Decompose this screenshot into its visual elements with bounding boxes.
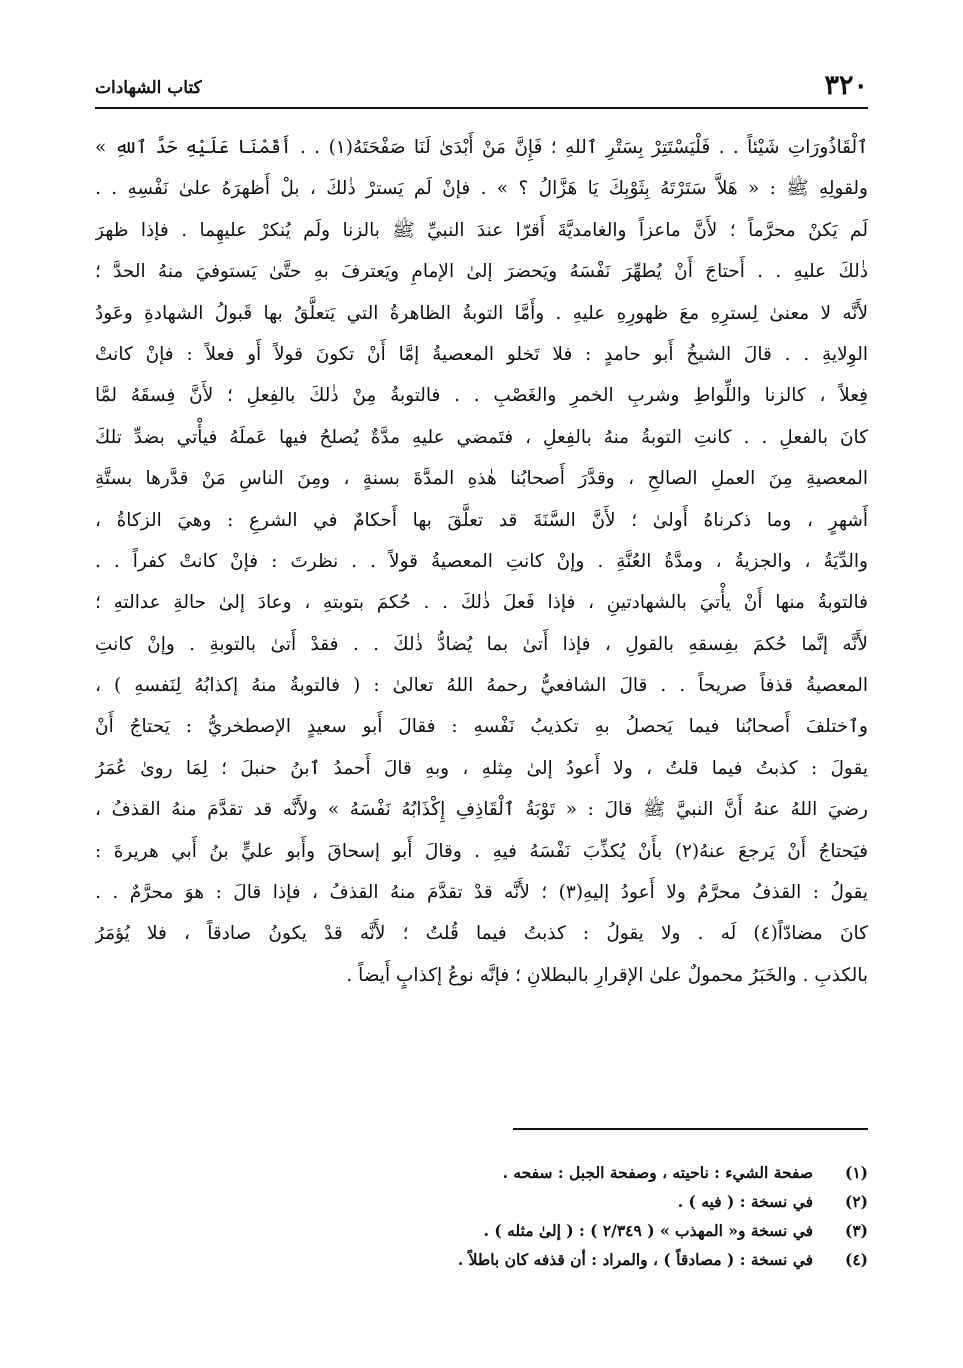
footnote-text: في نسخة و« المهذب » ( ٢/٣٤٩ ) : ( إلىٰ مثله ) . — [483, 1221, 814, 1240]
footnote-number: (٣) — [844, 1221, 868, 1240]
running-title: كتاب الشهادات — [95, 78, 202, 98]
footnote-number: (٤) — [844, 1250, 868, 1269]
text-line: فِعلاً ، كالزنا واللِّواطِ وشربِ الخمرِ والغَصْبِ . . فالتوبةُ مِنْ ذٰلكَ بالفِعلِ ؛ لأَنَّ فِسقَهُ لمَّا — [95, 385, 868, 407]
page-header — [95, 70, 868, 104]
footnote-number: (٢) — [844, 1192, 868, 1211]
body-text — [95, 127, 868, 996]
text-line: أَشهرٍ ، وما ذكرناهُ أَولىٰ ؛ لأَنَّ السَّنَةَ قد تعلَّقَ بها أَحكامٌ في الشرعِ : وهيَ الزكاةُ ، — [95, 509, 868, 531]
text-line: والدِّيَةُ ، والجزيةُ ، ومدَّةُ العُنَّةِ . وإنْ كانتِ المعصيةُ قولاً . . نظرتَ : فإنْ كانتْ كفراً . . — [95, 550, 868, 572]
text-line: وٱختلفَ أَصحابُنا فيما يَحصلُ بهِ تكذيبُ نَفْسهِ : فقالَ أَبو سعيدٍ الإصطخريُّ : يَحتاجُ أَنْ — [95, 716, 868, 738]
text-line: لأَنَّه إنَّما حُكمَ بفِسقهِ بالقولِ ، فإذا أَتىٰ بما يُضادُّ ذٰلكَ . . فقدْ أَتىٰ بالتوبةِ . وإنْ كانتِ — [95, 633, 868, 655]
footnote-number: (١) — [844, 1163, 868, 1182]
text-line: يقولُ : القذفُ محرَّمٌ ولا أَعودُ إليهِ(٣) ؛ لأَنَّه قدْ تقدَّمَ منهُ القذفُ ، فإذا قالَ : هوَ محرَّمٌ . . — [95, 882, 868, 904]
text-line: لَم يَكنْ محرَّماً ؛ لأَنَّ ماعزاً والغامديَّةَ أَقرّا عندَ النبيِّ ﷺ بالزنا ولَم يُنكرْ عليهِما . فإذا ظهرَ — [95, 219, 868, 241]
header-rule — [95, 107, 868, 109]
footnote — [95, 1158, 868, 1187]
text-line: رضيَ اللهُ عنهُ أَنَّ النبيَّ ﷺ قالَ : « تَوْبَةُ ٱلْقَاذِفِ إِكْذَابُهُ نَفْسَهُ » ولأَنَّه قد تقدَّمَ منهُ القذفُ ، — [95, 799, 868, 821]
page-number: ٣٢٠ — [824, 70, 868, 101]
footnote-text: في نسخة : ( فيه ) . — [677, 1192, 814, 1211]
text-line: ذٰلكَ عليهِ . . أَحتاجَ أَنْ يُطهِّرَ نَفْسَهُ ويَحضرَ إلىٰ الإمامِ ويَعترفَ بهِ حتَّىٰ يَستوفيَ منهُ الحدَّ ؛ — [95, 261, 868, 283]
footnote-text: صفحة الشيء : ناحيته ، وصفحة الجبل : سفحه . — [502, 1163, 814, 1182]
footnotes — [95, 1158, 868, 1274]
text-line: كانَ مضادّاً(٤) لَه . ولا يقولُ : كذبتُ فيما قُلتُ ؛ لأَنَّه قدْ يكونُ صادقاً ، فلا يُؤمَرُ — [95, 923, 868, 945]
text-line: المعصيةِ مِنَ العملِ الصالحِ ، وقدَّرَ أَصحابُنا هٰذهِ المدَّةَ بسنةٍ ، ومِنَ الناسِ مَنْ قدَّرها بستَّةِ — [95, 468, 868, 490]
text-line: فيَحتاجُ أَنْ يَرجعَ عنهُ(٢) بأَنْ يُكذِّبَ نَفْسَهُ فيهِ . وقالَ أَبو إسحاقَ وأَبو عليٍّ بنُ أَبي هريرةَ : — [95, 840, 868, 862]
text-line: الوِلايةِ . . قالَ الشيخُ أَبو حامدٍ : فلا تَخلو المعصيةُ إمَّا أَنْ تكونَ قولاً أَو فعلاً : فإنْ كانتْ — [95, 343, 868, 365]
footnote — [95, 1245, 868, 1274]
footnote — [95, 1216, 868, 1245]
text-line: ولقولِهِ ﷺ : « هَلاَّ سَتَرْتَهُ بِثَوْبِكَ يَا هَزَّالُ ؟ » . فإنْ لَم يَسترْ ذٰلكَ ، بلْ أَظهرَهُ علىٰ نَفْسِهِ . . — [95, 178, 868, 200]
text-line: فالتوبةُ منها أَنْ يأْتيَ بالشهادتينِ ، فإذا فَعلَ ذٰلكَ . . حُكمَ بتوبتهِ ، وعادَ إلىٰ حالةِ عدالتهِ ؛ — [95, 592, 868, 614]
text-line: المعصيةُ قذفاً صريحاً . . قالَ الشافعيُّ رحمهُ اللهُ تعالىٰ : ( فالتوبةُ منهُ إكذابُهُ لِنَفسهِ ) ، — [95, 675, 868, 697]
footnote — [95, 1187, 868, 1216]
text-line: بالكذبِ . والخَبَرُ محمولٌ علىٰ الإقرارِ بالبطلانِ ؛ فإنَّه نوعُ إكذابٍ أَيضاً . — [346, 964, 868, 986]
text-line: يقولَ : كذبتُ فيما قلتُ ، ولا أَعودُ إلىٰ مِثلهِ ، وبهِ قالَ أَحمدُ ٱبنُ حنبلَ ؛ لِمَا روىٰ عُمَرُ — [95, 757, 868, 779]
text-line: ٱلْقَاذُورَاتِ شَيْئاً . . فَلْيَسْتَتِرْ بِسَتْرِ ٱللهِ ؛ فَإِنَّ مَنْ أَبْدَىٰ لَنَا صَفْحَتَهُ(١) . . أَقَمْنَا عَلَيْهِ حَدَّ ٱللهِ » — [95, 137, 868, 158]
text-line: كانَ بالفعلِ . . كانتِ التوبةُ منهُ بالفِعلِ ، فتَمضي عليهِ مدَّةٌ يُصلحُ فيها عَملَهُ فيأْتي بضدِّ تلكَ — [95, 426, 868, 448]
footnote-text: في نسخة : ( مصادقاً ) ، والمراد : أن قذفه كان باطلاً . — [457, 1250, 814, 1269]
footnote-separator — [513, 1128, 868, 1130]
text-line: لأَنَّه لا معنىٰ لِسترِهِ معَ ظهورِهِ عليهِ . وأَمَّا التوبةُ الظاهرةُ التي يَتعلَّقُ بها قَبولُ الشهادةِ وعَودُ — [95, 302, 868, 324]
